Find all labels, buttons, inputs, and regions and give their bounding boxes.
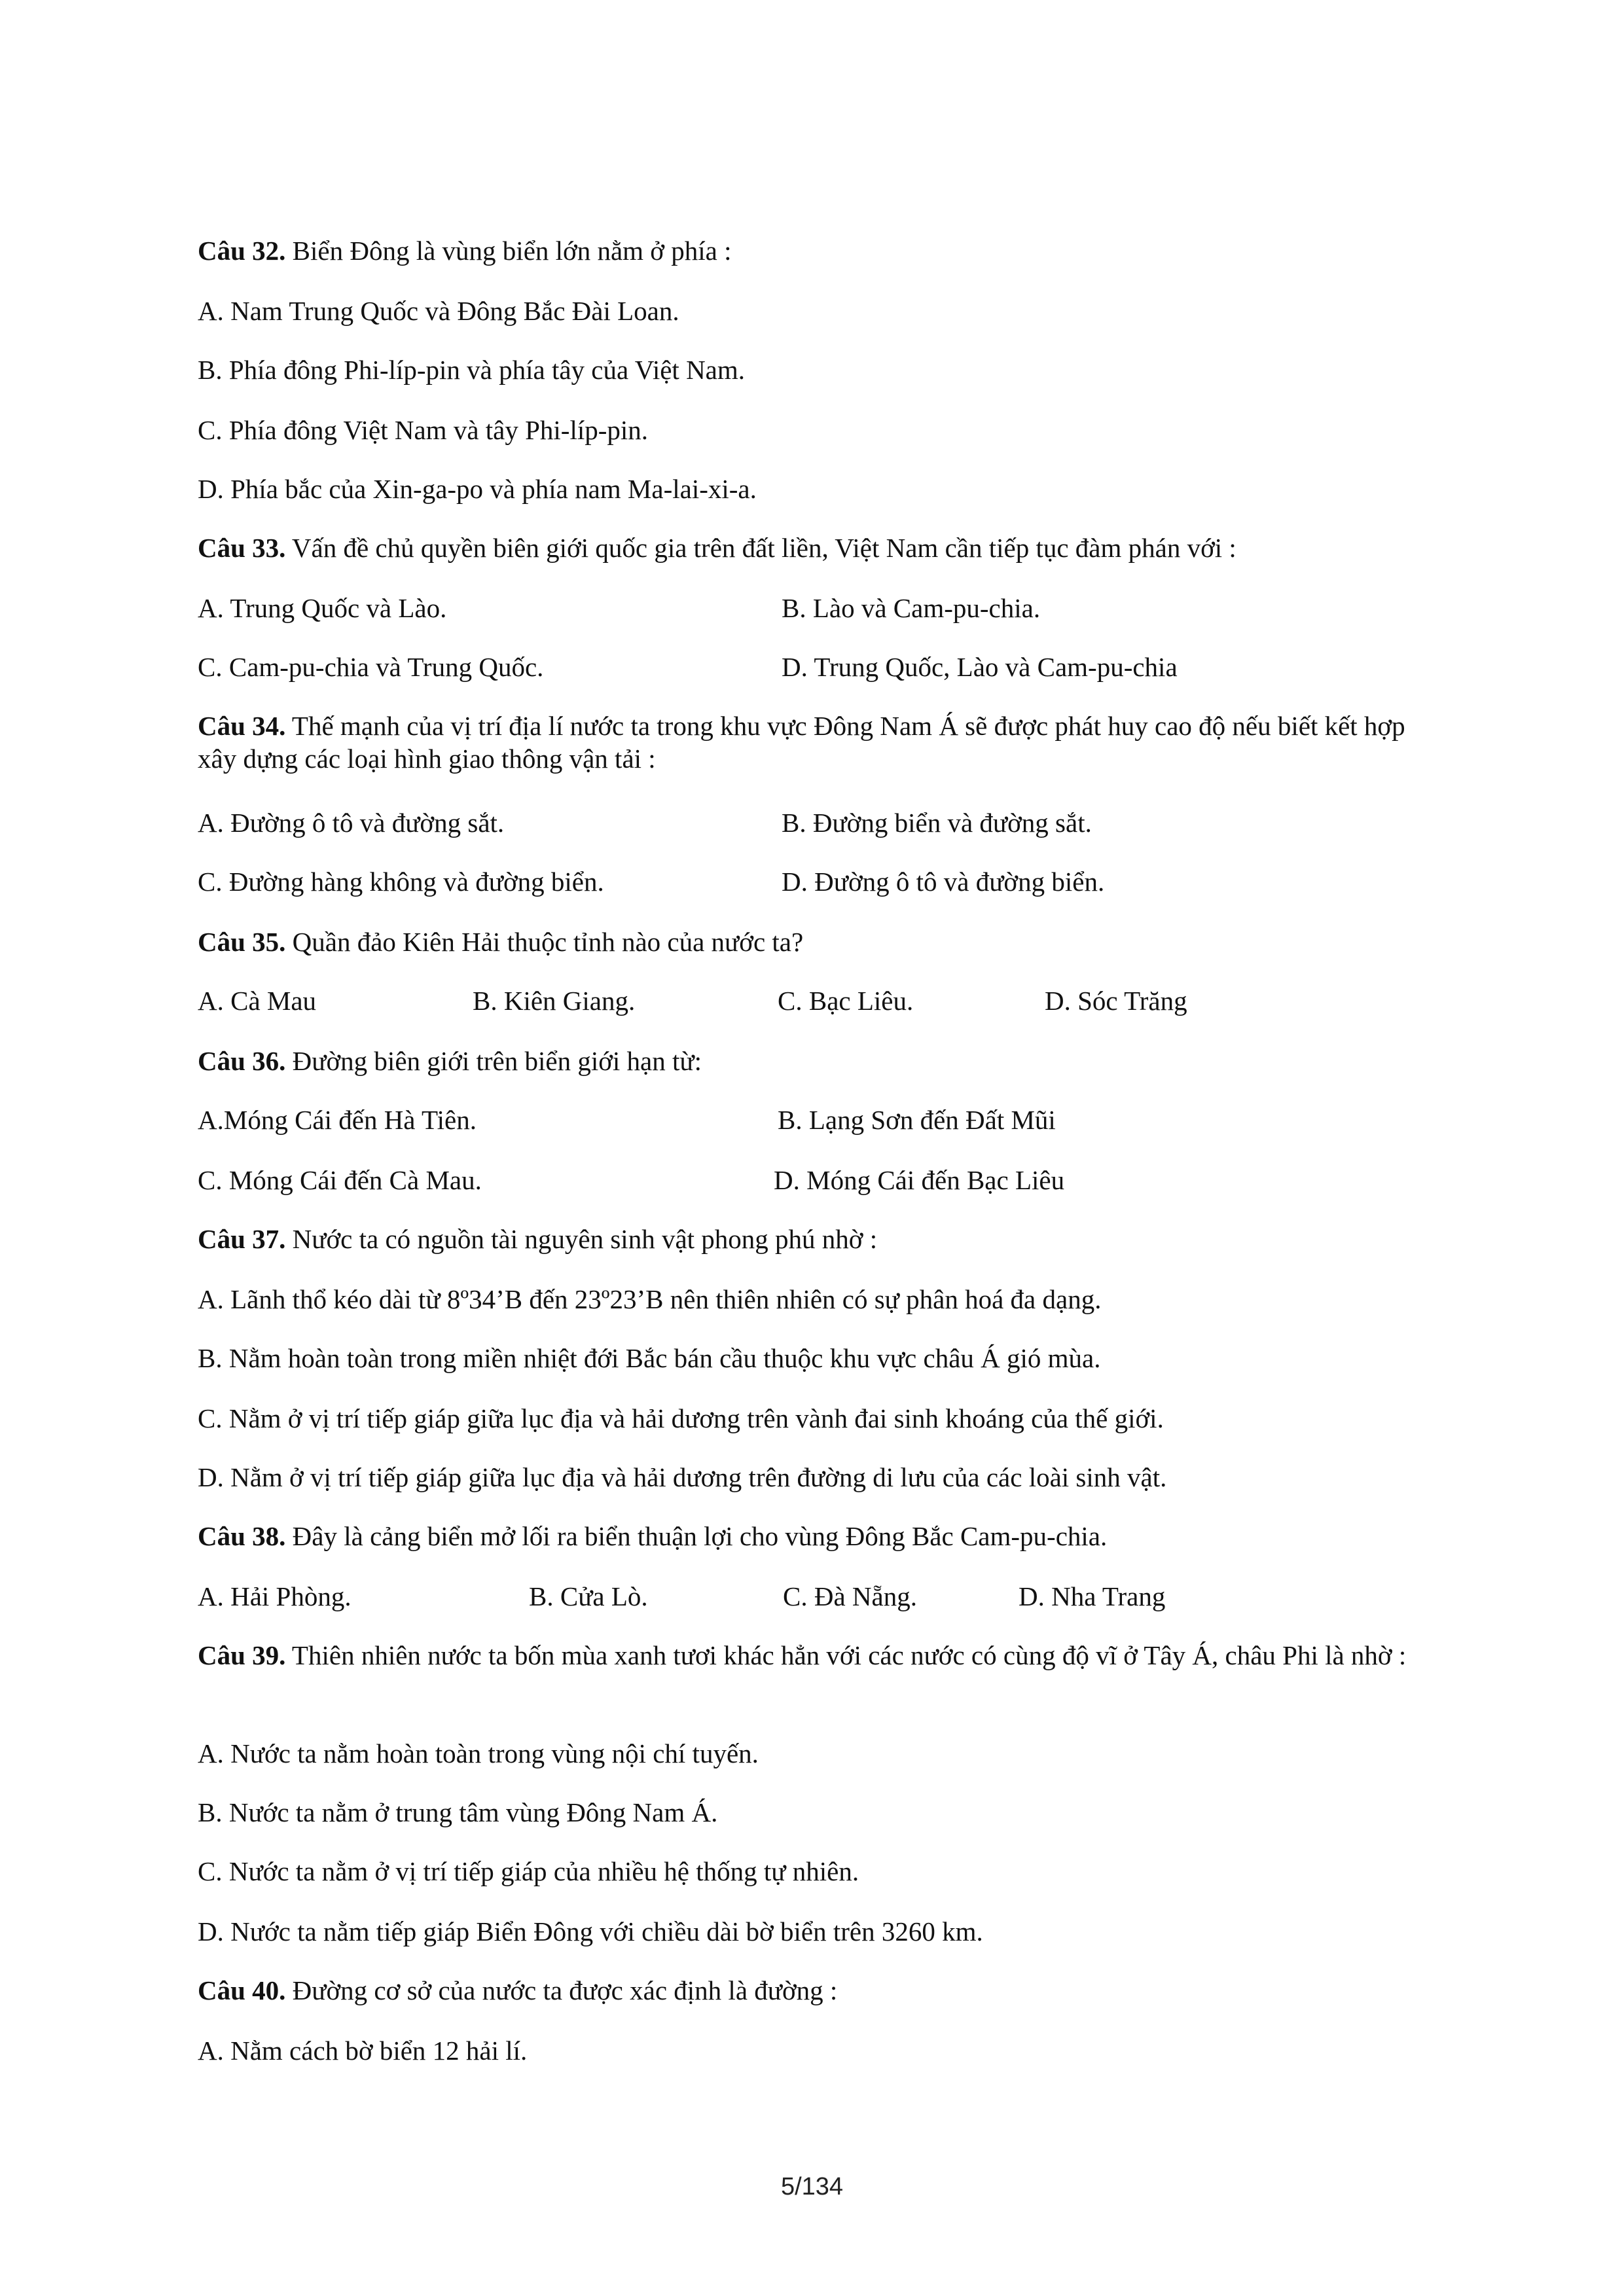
option-c: C. Đà Nẵng. xyxy=(783,1581,917,1611)
option-a: A. Lãnh thổ kéo dài từ 8º34’B đến 23º23’B nên thiên nhiên có sự phân hoá đa dạng. xyxy=(198,1284,1102,1314)
question-34 xyxy=(198,709,1428,775)
option-c: C. Bạc Liêu. xyxy=(778,986,914,1016)
question-text: Quần đảo Kiên Hải thuộc tỉnh nào của nước ta? xyxy=(285,927,804,957)
question-number: Câu 35. xyxy=(198,927,286,957)
option-d: D. Móng Cái đến Bạc Liêu xyxy=(774,1165,1065,1195)
option-d: D. Sóc Trăng xyxy=(1045,986,1187,1016)
question-number: Câu 36. xyxy=(198,1046,286,1076)
option-d: D. Nằm ở vị trí tiếp giáp giữa lục địa và hải dương trên đường di lưu của các loài sinh vật. xyxy=(198,1462,1167,1492)
question-text: Vấn đề chủ quyền biên giới quốc gia trên đất liền, Việt Nam cần tiếp tục đàm phán với : xyxy=(285,533,1236,563)
option-a: A. Đường ô tô và đường sắt. xyxy=(198,808,505,838)
option-d: D. Trung Quốc, Lào và Cam-pu-chia xyxy=(782,652,1178,682)
option-b: B. Lạng Sơn đến Đất Mũi xyxy=(778,1105,1056,1135)
option-b: B. Kiên Giang. xyxy=(473,986,636,1016)
option-a: A. Nước ta nằm hoàn toàn trong vùng nội chí tuyến. xyxy=(198,1738,759,1768)
question-39 xyxy=(198,1639,1428,1672)
option-b: B. Cửa Lò. xyxy=(529,1581,648,1611)
option-a: A. Nằm cách bờ biển 12 hải lí. xyxy=(198,2036,528,2066)
option-a: A. Trung Quốc và Lào. xyxy=(198,593,447,623)
option-d: D. Phía bắc của Xin-ga-po và phía nam Ma-lai-xi-a. xyxy=(198,474,757,504)
question-number: Câu 39. xyxy=(198,1640,286,1670)
option-c: C. Nước ta nằm ở vị trí tiếp giáp của nhiều hệ thống tự nhiên. xyxy=(198,1856,859,1886)
option-d: D. Đường ô tô và đường biển. xyxy=(782,867,1105,897)
page-number: 5/134 xyxy=(780,2173,844,2200)
question-33 xyxy=(198,531,1236,564)
option-b: B. Lào và Cam-pu-chia. xyxy=(782,593,1041,623)
question-text: Thiên nhiên nước ta bốn mùa xanh tươi khác hẳn với các nước có cùng độ vĩ ở Tây Á, châu Phi là nhờ : xyxy=(285,1640,1407,1670)
option-b: B. Nằm hoàn toàn trong miền nhiệt đới Bắc bán cầu thuộc khu vực châu Á gió mùa. xyxy=(198,1343,1101,1373)
option-c: C. Đường hàng không và đường biển. xyxy=(198,867,604,897)
option-c: C. Nằm ở vị trí tiếp giáp giữa lục địa và hải dương trên vành đai sinh khoáng của thế giới. xyxy=(198,1403,1164,1433)
question-text: Đường cơ sở của nước ta được xác định là đường : xyxy=(285,1975,838,2005)
question-number: Câu 37. xyxy=(198,1224,286,1254)
option-b: B. Phía đông Phi-líp-pin và phía tây của Việt Nam. xyxy=(198,355,746,385)
option-b: B. Nước ta nằm ở trung tâm vùng Đông Nam Á. xyxy=(198,1797,718,1827)
question-text: Thế mạnh của vị trí địa lí nước ta trong khu vực Đông Nam Á sẽ được phát huy cao độ nếu biết kết hợp xây dựng các loại hình giao thông vận tải : xyxy=(198,711,1405,774)
question-36 xyxy=(198,1045,702,1077)
question-number: Câu 38. xyxy=(198,1521,286,1551)
question-38 xyxy=(198,1520,1107,1552)
question-text: Biển Đông là vùng biển lớn nằm ở phía : xyxy=(285,236,732,266)
question-40 xyxy=(198,1974,837,2007)
question-32 xyxy=(198,234,731,267)
option-a: A. Nam Trung Quốc và Đông Bắc Đài Loan. xyxy=(198,296,679,326)
option-d: D. Nha Trang xyxy=(1019,1581,1166,1611)
question-number: Câu 32. xyxy=(198,236,286,266)
option-a: A. Cà Mau xyxy=(198,986,317,1016)
question-35 xyxy=(198,925,803,958)
question-number: Câu 40. xyxy=(198,1975,286,2005)
question-text: Đây là cảng biển mở lối ra biển thuận lợi cho vùng Đông Bắc Cam-pu-chia. xyxy=(285,1521,1108,1551)
question-number: Câu 34. xyxy=(198,711,286,741)
option-c: C. Cam-pu-chia và Trung Quốc. xyxy=(198,652,544,682)
question-37 xyxy=(198,1223,877,1255)
option-a: A.Móng Cái đến Hà Tiên. xyxy=(198,1105,477,1135)
question-text: Đường biên giới trên biển giới hạn từ: xyxy=(285,1046,702,1076)
option-b: B. Đường biển và đường sắt. xyxy=(782,808,1092,838)
option-a: A. Hải Phòng. xyxy=(198,1581,352,1611)
option-c: C. Móng Cái đến Cà Mau. xyxy=(198,1165,482,1195)
question-number: Câu 33. xyxy=(198,533,286,563)
option-d: D. Nước ta nằm tiếp giáp Biển Đông với chiều dài bờ biển trên 3260 km. xyxy=(198,1916,983,1946)
question-text: Nước ta có nguồn tài nguyên sinh vật phong phú nhờ : xyxy=(285,1224,878,1254)
option-c: C. Phía đông Việt Nam và tây Phi-líp-pin. xyxy=(198,415,649,445)
